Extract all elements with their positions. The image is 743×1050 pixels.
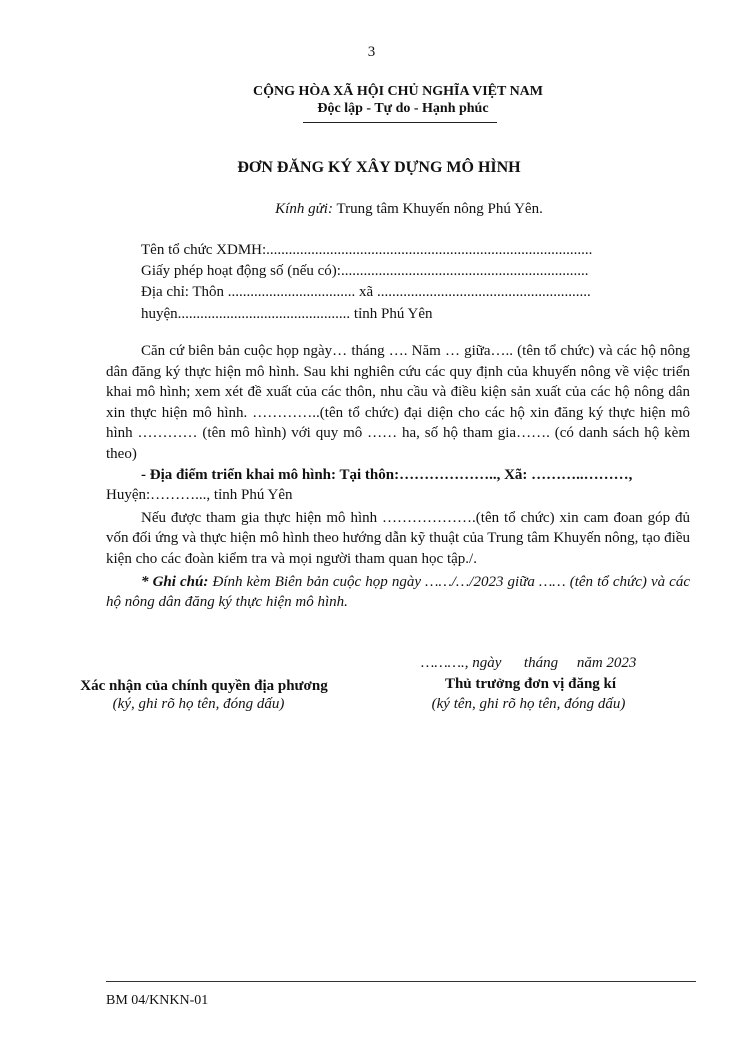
location-line-1: - Địa điểm triển khai mô hình: Tại thôn:……………….., Xã: ………..………, [141, 466, 633, 483]
recipient-lead: Kính gửi: [275, 201, 333, 217]
date-line: ………., ngày tháng năm 2023 [421, 655, 637, 671]
application-body [106, 341, 690, 613]
note-text: Đính kèm Biên bản cuộc họp ngày ……/…/2023 giữa …… (tên tổ chức) và các hộ nông dân đăng ký thực hiện mô hình. [106, 573, 691, 611]
form-code: BM 04/KNKN-01 [106, 993, 209, 1008]
org-name-field: Tên tổ chức XDMH:....................................................................................... [141, 242, 593, 258]
basis-paragraph: Căn cứ biên bản cuộc họp ngày… tháng …. Năm … giữa….. (tên tổ chức) và các hộ nông dân đăng ký thực hiện mô hình. Sau khi nghiên cứu các quy định của khuyến nông về việc triển khai mô hình; xem xét đề xuất của các thôn, nhu cầu và điều kiện sản xuất của các hộ nông dân xin thực hiện mô hình. …………..(tên tổ chức) đại diện cho các hộ xin đăng ký thực hiện mô hình ………… (tên mô hình) với quy mô …… ha, số hộ tham gia……. (có danh sách hộ kèm theo) [106, 343, 690, 462]
local-authority-instruction: (ký, ghi rõ họ tên, đóng dấu) [112, 696, 285, 712]
district-field: huyện.............................................. tỉnh Phú Yên [141, 305, 433, 322]
note-label: * Ghi chú: [141, 573, 209, 590]
recipient-line [0, 201, 743, 218]
commitment-paragraph: Nếu được tham gia thực hiện mô hình ……………….(tên tổ chức) xin cam đoan góp đủ vốn đối ứng và thực hiện mô hình theo hướng dẫn kỹ thuật của Trung tâm Khuyến nông, tạo điều kiện cho các đoàn kiểm tra và mọi người tham quan học tập./. [106, 509, 690, 567]
unit-head-instruction: (ký tên, ghi rõ họ tên, đóng dấu) [431, 696, 626, 712]
unit-head-title: Thủ trưởng đơn vị đăng kí [444, 676, 617, 692]
note-paragraph [106, 572, 690, 613]
location-line-2: Huyện:………..., tỉnh Phú Yên [106, 487, 293, 504]
organization-fields [141, 240, 689, 325]
local-authority-title: Xác nhận của chính quyền địa phương [80, 678, 328, 694]
address-field: Địa chỉ: Thôn .................................. xã ......................................................... [141, 284, 591, 301]
document-title: ĐƠN ĐĂNG KÝ XÂY DỰNG MÔ HÌNH [237, 159, 521, 176]
recipient-name: Trung tâm Khuyến nông Phú Yên. [336, 201, 543, 217]
footer-divider [106, 981, 696, 982]
motto: Độc lập - Tự do - Hạnh phúc [317, 101, 489, 116]
license-field: Giấy phép hoạt động số (nếu có):.................................................................. [141, 263, 589, 280]
motto-underline [303, 122, 497, 123]
nation-header: CỘNG HÒA XÃ HỘI CHỦ NGHĨA VIỆT NAM [252, 84, 543, 99]
page-number: 3 [367, 44, 376, 60]
